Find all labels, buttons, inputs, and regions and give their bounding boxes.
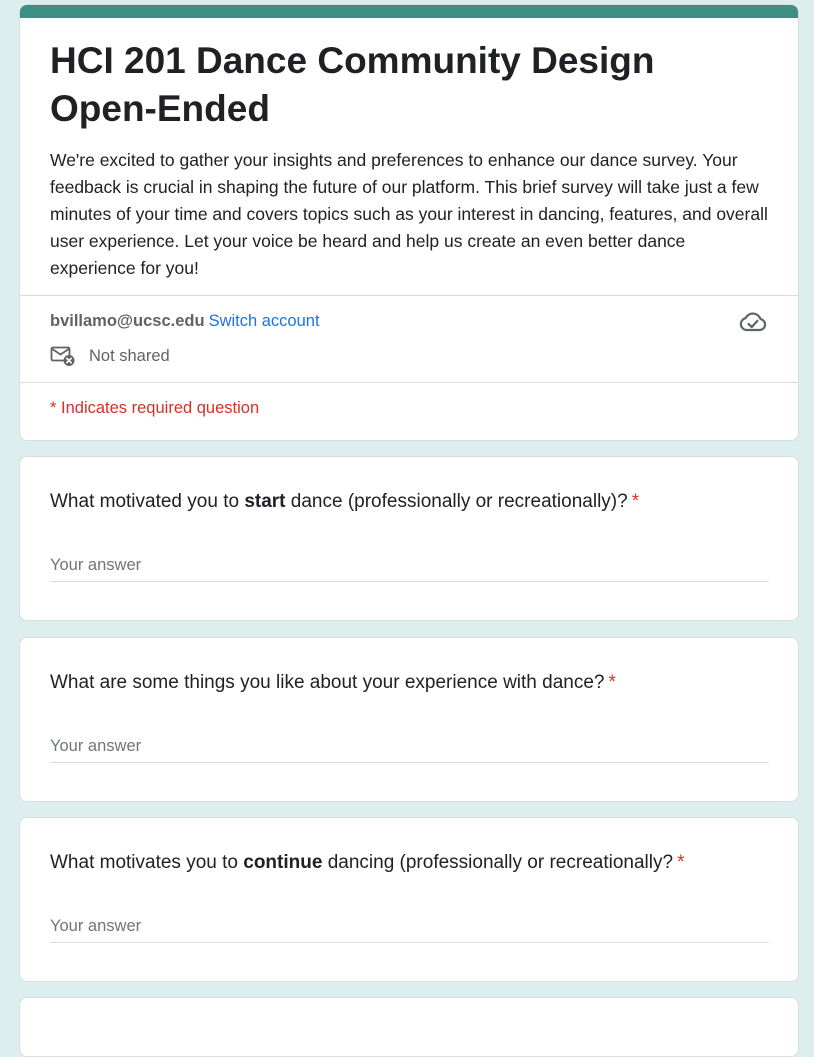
question-text: What motivates you to — [50, 852, 244, 873]
required-asterisk: * — [677, 852, 685, 873]
question-title — [50, 671, 780, 695]
next-question-card — [19, 997, 799, 1057]
mail-not-shared-icon — [50, 345, 76, 367]
header-divider — [20, 295, 798, 296]
question-text-rest: dancing (professionally or recreationally? — [322, 852, 674, 873]
question-title — [50, 490, 780, 514]
answer-input[interactable] — [50, 735, 769, 763]
question-card — [19, 456, 799, 621]
sharing-status-row — [50, 344, 170, 368]
question-card — [19, 817, 799, 982]
account-line — [50, 311, 320, 331]
form-title: HCI 201 Dance Community Design Open-Ended — [50, 40, 655, 129]
required-asterisk: * — [631, 491, 640, 512]
answer-input[interactable] — [50, 915, 769, 943]
answer-input[interactable] — [50, 554, 769, 582]
question-text: What motivated you to — [50, 491, 245, 512]
sharing-status-text: Not shared — [89, 346, 170, 365]
question-emphasis: start — [244, 491, 286, 512]
header-accent-bar — [20, 5, 798, 18]
account-email: bvillamo@ucsc.edu — [50, 312, 205, 330]
question-text: What are some things you like about your experience with dance? — [50, 672, 605, 693]
cloud-saved-icon — [738, 310, 768, 334]
switch-account-link[interactable]: Switch account — [208, 312, 320, 330]
account-divider — [20, 382, 798, 383]
question-text-rest: dance (professionally or recreationally)? — [285, 491, 628, 512]
required-asterisk: * — [608, 672, 616, 693]
question-title — [50, 851, 780, 875]
question-card — [19, 637, 799, 802]
form-description: We're excited to gather your insights and preferences to enhance our dance survey. Your feedback is crucial in shaping the future of our platform. This brief survey will take just a few minutes of your time and covers topics such as your interest in dancing, features, and overall user experience. Let your voice be heard and help us create an even better dance experience for you! — [50, 150, 768, 278]
question-emphasis: continue — [243, 852, 323, 873]
required-note: * Indicates required question — [50, 399, 260, 417]
form-header-card — [19, 4, 799, 441]
